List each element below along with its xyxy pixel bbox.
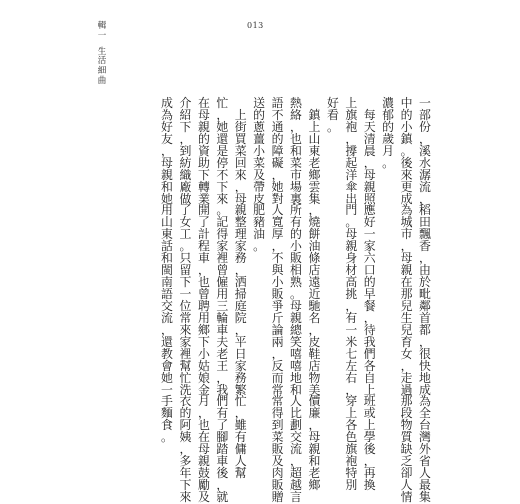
text-column: 熱 絡 ， 也 和 菜 市 場 裏 所 有 的 小 販 相 熟 。 母 親 總 笑 嘻 嘻 地 和 人 比 劃 交 流 ， 超 越 言 [290, 96, 302, 504]
text-column: 濃 郁 的 歲 月 。 [382, 96, 395, 170]
body-text [160, 96, 432, 504]
text-column: 中 的 小 鎮 。 後 來 更 成 為 城 市 ， 母 親 在 那 兒 生 兒 育 女 ， 走 過 那 段 物 質 缺 乏 卻 人 情 [400, 96, 413, 504]
running-header: 輯 一 生 活 細 曲 [97, 21, 107, 86]
text-column: 介 紹 下 ， 到 紡 織 廠 做 了 女 工 。 只 留 下 一 位 常 來 家 裡 幫 忙 洗 衣 的 阿 姨 ， 多 年 下 來 [179, 96, 192, 504]
text-column: 一 部 份 ， 溪 水 潺 流 ， 稻 田 飄 香 ， 由 於 毗 鄰 首 都 ， 很 快 地 成 為 全 台 灣 外 省 人 最 集 [419, 96, 431, 504]
text-column: 在 母 親 的 資 助 下 轉 業 開 了 計 程 車 ， 也 曾 聘 用 鄉 下 小 姑 娘 金 月 ， 也 在 母 親 鼓 勵 及 [197, 96, 210, 504]
text-column: 語 不 通 的 障 礙 ， 她 對 人 寬 厚 ， 不 與 小 販 爭 斤 論 兩 ， 反 而 常 常 得 到 菜 販 及 肉 販 贈 [271, 96, 284, 504]
text-column: 每 天 清 晨 ， 母 親 照 應 好 一 家 六 口 的 早 餐 ， 待 我 們 各 自 上 班 或 上 學 後 ， 再 換 [363, 107, 376, 492]
text-column: 好 看 。 [326, 96, 339, 134]
text-column: 上 旗 袍 ， 撐 起 洋 傘 出 門 。 母 親 身 材 高 挑 ， 有 一 米 七 左 右 ， 穿 上 各 色 旗 袍 特 別 [345, 96, 358, 492]
text-column: 成 為 好 友 ， 母 親 和 她 用 山 東 話 和 閩 南 語 交 流 ， 還 教 會 她 一 手 麵 食 。 [161, 96, 173, 445]
text-column: 忙 ， 她 還 是 停 不 下 來 。 記 得 家 裡 曾 僱 用 三 輪 車 夫 老 王 ， 我 們 有 了 腳 踏 車 後 ， 就 [216, 96, 229, 504]
text-column: 上 街 買 菜 回 來 ， 母 親 整 理 家 務 ， 洒 掃 庭 院 ， 平 日 家 務 繁 忙 ， 雖 有 傭 人 幫 [234, 107, 247, 481]
text-column: 送 的 蔥 薑 小 菜 及 帶 皮 肥 豬 油 。 [253, 96, 266, 254]
page-number: 013 [247, 21, 264, 30]
text-column: 鎮 上 山 東 老 鄉 雲 集 ， 燒 餅 油 條 店 遠 近 馳 名 ， 皮 鞋 店 物 美 價 廉 ， 母 親 和 老 鄉 [308, 107, 321, 492]
